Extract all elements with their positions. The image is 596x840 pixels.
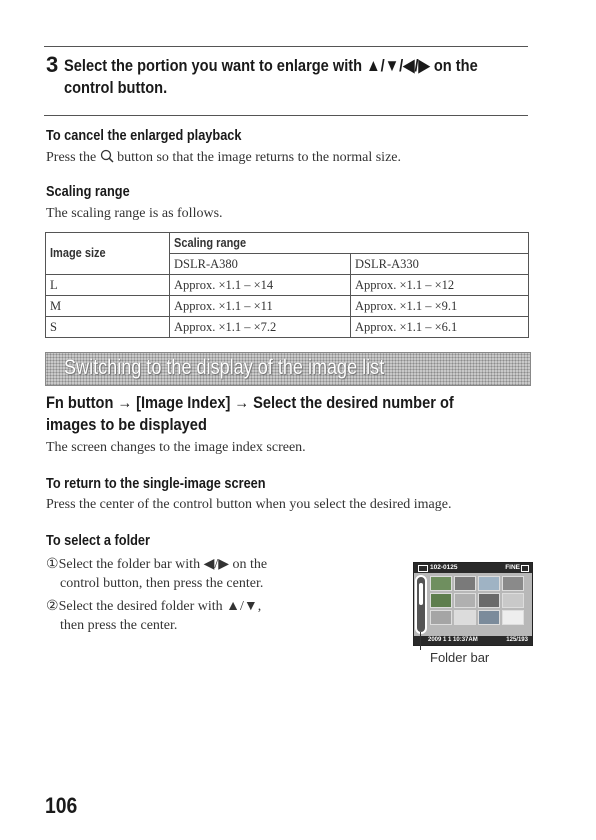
cancel-text-after: button so that the image returns to the normal size. (117, 150, 401, 165)
table-row (46, 317, 529, 338)
table-cell-size: M (46, 296, 170, 317)
zoom-out-icon (100, 149, 114, 163)
folder-step-2-cont: then press the center. (60, 618, 178, 633)
thumbnail[interactable] (430, 576, 452, 591)
aspect-icon (521, 565, 529, 572)
table-header-image-size: Image size (46, 233, 170, 275)
section-banner (45, 352, 531, 386)
step-marker: ① (46, 557, 59, 572)
thumbnail[interactable] (478, 593, 500, 608)
fn-instruction-line-1: Fn button → [Image Index] → Select the desired number of (46, 393, 454, 412)
table-cell-a380: Approx. ×1.1 – ×7.2 (170, 317, 351, 338)
thumbnail[interactable] (454, 576, 476, 591)
folder-step-1-cont: control button, then press the center. (60, 576, 264, 591)
table-header-row (46, 233, 529, 254)
quality-label: FINE (505, 564, 520, 571)
cancel-text (46, 149, 401, 166)
table-model-a330: DSLR-A330 (351, 254, 529, 275)
thumbnail[interactable] (478, 576, 500, 591)
table-cell-a380: Approx. ×1.1 – ×11 (170, 296, 351, 317)
page-number: 106 (45, 793, 78, 818)
table-row (46, 275, 529, 296)
camera-index-screen (413, 562, 533, 646)
folder-step-2-line-1: Select the desired folder with ▲/▼, (58, 599, 262, 614)
folder-step-1 (46, 556, 267, 573)
thumbnail[interactable] (502, 593, 524, 608)
folder-step-2 (46, 598, 261, 615)
table-model-a380: DSLR-A380 (170, 254, 351, 275)
step-rule (44, 115, 528, 116)
thumbnail[interactable] (454, 593, 476, 608)
table-cell-a330: Approx. ×1.1 – ×9.1 (351, 296, 529, 317)
scaling-heading: Scaling range (46, 184, 130, 200)
step-line-2: control button. (64, 78, 168, 97)
folder-bar[interactable] (415, 575, 427, 634)
single-image-text: Press the center of the control button when you select the desired image. (46, 497, 452, 512)
caption-leader-line (420, 632, 421, 650)
cancel-text-before: Press the (46, 150, 97, 165)
thumbnail[interactable] (430, 610, 452, 625)
scaling-table (45, 232, 529, 338)
folder-heading: To select a folder (46, 533, 151, 549)
thumbnail[interactable] (430, 593, 452, 608)
thumbnail[interactable] (502, 576, 524, 591)
table-cell-a330: Approx. ×1.1 – ×12 (351, 275, 529, 296)
table-cell-a380: Approx. ×1.1 – ×14 (170, 275, 351, 296)
single-image-heading: To return to the single-image screen (46, 476, 266, 492)
folder-id: 102-0125 (430, 564, 458, 571)
thumbnail[interactable] (502, 610, 524, 625)
cancel-heading: To cancel the enlarged playback (46, 128, 242, 144)
step-number: 3 (46, 52, 59, 77)
step-line-1: Select the portion you want to enlarge with ▲/▼/◀/▶ on the (64, 56, 478, 75)
table-header-scaling: Scaling range (170, 233, 529, 254)
table-row (46, 296, 529, 317)
table-cell-size: S (46, 317, 170, 338)
table-cell-size: L (46, 275, 170, 296)
image-counter: 125/193 (506, 637, 528, 643)
date-time: 2009 1 1 10:37AM (428, 637, 478, 643)
screen-top-bar (414, 563, 532, 573)
thumbnail[interactable] (478, 610, 500, 625)
fn-instruction-line-2: images to be displayed (46, 415, 207, 434)
folder-icon (418, 565, 428, 572)
folder-bar-caption: Folder bar (430, 650, 490, 665)
section-banner-title: Switching to the display of the image list (64, 356, 385, 379)
step-marker: ② (46, 599, 59, 614)
screen-bottom-bar (414, 636, 532, 645)
table-cell-a330: Approx. ×1.1 – ×6.1 (351, 317, 529, 338)
folder-step-1-line-1: Select the folder bar with ◀/▶ on the (58, 557, 268, 572)
thumbnail[interactable] (454, 610, 476, 625)
fn-description: The screen changes to the image index screen. (46, 440, 306, 455)
top-rule (44, 46, 528, 47)
scaling-intro: The scaling range is as follows. (46, 206, 223, 221)
